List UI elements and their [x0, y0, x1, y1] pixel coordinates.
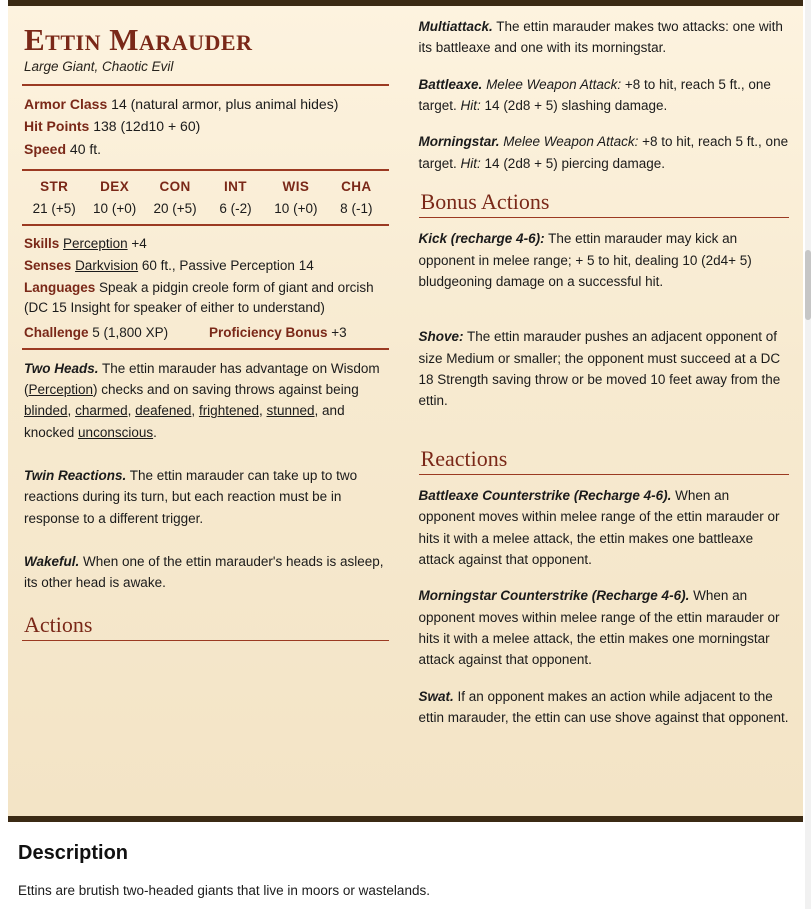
- action-morningstar-name: Morningstar.: [418, 134, 500, 150]
- bonus-action-shove-name: Shove:: [418, 329, 464, 345]
- ability-int-value: [205, 201, 265, 216]
- skills-value: +4: [131, 235, 147, 251]
- ability-cha: [326, 179, 386, 216]
- condition-unconscious-link[interactable]: unconscious: [78, 424, 154, 440]
- trait-wakeful-text: When one of the ettin marauder's heads is asleep, its other head is awake.: [24, 553, 384, 591]
- ability-cha-score: 8: [340, 200, 348, 216]
- trait-wakeful-name: Wakeful.: [24, 553, 80, 569]
- page-title: Ettin Marauder: [24, 22, 253, 57]
- action-multiattack: [419, 16, 789, 59]
- proficiency-cell: [209, 325, 347, 340]
- skill-perception-link[interactable]: Perception: [63, 235, 128, 251]
- proficiency-bonus-label: Proficiency Bonus: [209, 324, 328, 340]
- ability-wis-value: [266, 201, 326, 216]
- reaction-morningstar-counterstrike-name: Morningstar Counterstrike (Recharge 4-6).: [418, 588, 690, 604]
- divider-actions: [22, 640, 389, 641]
- bonus-action-shove: [419, 326, 789, 411]
- stat-block: [8, 0, 803, 822]
- page-scrollbar-track[interactable]: [805, 0, 811, 909]
- divider-reactions: [419, 474, 789, 475]
- reaction-battleaxe-counterstrike-name: Battleaxe Counterstrike (Recharge 4-6).: [418, 488, 672, 504]
- condition-charmed-link[interactable]: charmed: [75, 403, 128, 419]
- bonus-action-kick-text: The ettin marauder may kick an opponent in melee range; + 5 to hit, dealing 10 (2d4+ 5) bludgeoning damage on a successful hit.: [418, 231, 752, 290]
- trait-two-heads: Two Heads. The ettin marauder has advantage on Wisdom (Perception) checks and on saving throws against being blinded, charmed, deafened, frightened, stunned, and knocked unconscious.: [24, 360, 380, 440]
- armor-class-label: Armor Class: [24, 95, 108, 112]
- ability-wis-mod: (+0): [293, 200, 318, 216]
- senses-label: Senses: [24, 257, 72, 273]
- trait-two-heads-text-d: .: [153, 424, 157, 440]
- ability-con-score: 20: [153, 200, 169, 216]
- hit-points-line: [24, 116, 389, 138]
- ability-dex: [84, 179, 144, 216]
- trait-twin-reactions-text: The ettin marauder can take up to two reactions during its turn, but each reaction must be in response to a different trigger.: [24, 467, 358, 526]
- action-battleaxe-name: Battleaxe.: [418, 76, 483, 92]
- ability-int-label: INT: [224, 178, 247, 194]
- hit-points-label: Hit Points: [24, 118, 90, 135]
- reaction-battleaxe-counterstrike-text: When an opponent moves within melee range of the ettin marauder or hits it with a melee attack, the ettin makes one battleaxe attack against that opponent.: [418, 488, 780, 568]
- action-multiattack-text: The ettin marauder makes two attacks: one with its battleaxe and one with its morningstar.: [418, 19, 783, 56]
- proficiency-bonus-value: +3: [331, 324, 347, 340]
- divider-top: [22, 84, 389, 86]
- ability-con-mod: (+5): [172, 200, 197, 216]
- challenge-cell: [24, 325, 209, 340]
- ability-dex-label: DEX: [100, 178, 130, 194]
- condition-frightened-link[interactable]: frightened: [198, 403, 259, 419]
- ability-cha-label: CHA: [341, 178, 372, 194]
- skills-label: Skills: [24, 235, 60, 251]
- ability-dex-score: 10: [93, 200, 109, 216]
- trait-two-heads-name: Two Heads.: [24, 360, 99, 376]
- trait-two-heads-text-a: The ettin marauder has advantage on Wisdom (: [24, 360, 380, 397]
- speed-label: Speed: [24, 140, 67, 157]
- action-morningstar: [419, 131, 789, 174]
- ability-wis: [266, 179, 326, 216]
- armor-class-line: [24, 94, 389, 116]
- divider-traits-top: [22, 348, 389, 350]
- perception-link[interactable]: Perception: [28, 381, 94, 397]
- reaction-morningstar-counterstrike: [419, 585, 789, 670]
- languages-value: Speak a pidgin creole form of giant and orcish (DC 15 Insight for speaker of either to understand): [24, 280, 374, 316]
- action-battleaxe-attack-text: +8 to hit, reach 5 ft., one target.: [418, 76, 771, 113]
- trait-two-heads-text-c: , and knocked: [24, 403, 345, 440]
- languages-line: [24, 278, 389, 319]
- ability-score-table: [24, 179, 387, 216]
- ability-con-value: [145, 201, 205, 216]
- creature-type-line: Large Giant, Chaotic Evil: [24, 58, 174, 74]
- action-battleaxe-hit-label: Hit:: [460, 97, 481, 113]
- reaction-swat: [419, 686, 789, 729]
- ability-dex-value: [84, 201, 144, 216]
- ability-dex-mod: (+0): [111, 200, 137, 216]
- trait-twin-reactions-name: Twin Reactions.: [24, 467, 127, 483]
- condition-deafened-link[interactable]: deafened: [135, 403, 192, 419]
- ability-str-score: 21: [32, 200, 48, 216]
- challenge-label: Challenge: [24, 324, 89, 340]
- reaction-swat-text: If an opponent makes an action while adjacent to the ettin marauder, the ettin can use shove against that opponent.: [418, 688, 789, 725]
- ability-str-label: STR: [40, 178, 69, 194]
- speed-line: [24, 139, 389, 161]
- ability-int-mod: (-2): [230, 200, 252, 216]
- ability-cha-mod: (-1): [351, 200, 373, 216]
- stat-block-right-column: [419, 16, 789, 806]
- senses-value: 60 ft., Passive Perception 14: [141, 257, 314, 273]
- action-multiattack-name: Multiattack.: [418, 19, 493, 34]
- skills-line: [24, 234, 389, 254]
- trait-wakeful: [24, 551, 389, 594]
- description-section: [0, 822, 811, 898]
- trait-two-heads-text-b: ) checks and on saving throws against being: [93, 381, 359, 397]
- ability-int-score: 6: [219, 200, 227, 216]
- challenge-value: 5 (1,800 XP): [92, 324, 169, 340]
- action-battleaxe: [419, 74, 789, 117]
- reaction-swat-name: Swat.: [418, 688, 454, 704]
- darkvision-link[interactable]: Darkvision: [75, 257, 139, 273]
- description-heading: Description: [18, 842, 129, 864]
- ability-con-label: CON: [159, 178, 191, 194]
- action-battleaxe-attack-label: Melee Weapon Attack:: [482, 76, 622, 92]
- reaction-morningstar-counterstrike-text: When an opponent moves within melee range of the ettin marauder or hits it with a melee attack, the ettin makes one morningstar attack against that opponent.: [418, 588, 780, 668]
- section-heading-bonus-actions: Bonus Actions: [420, 188, 550, 214]
- condition-stunned-link[interactable]: stunned: [266, 403, 315, 419]
- senses-line: [24, 256, 389, 276]
- action-morningstar-hit-text: 14 (2d8 + 5) piercing damage.: [480, 155, 666, 171]
- action-morningstar-attack-text: +8 to hit, reach 5 ft., one target.: [418, 134, 789, 171]
- action-morningstar-hit-label: Hit:: [460, 155, 481, 171]
- ability-con: [145, 179, 205, 216]
- ability-cha-value: [326, 201, 386, 216]
- section-heading-reactions: Reactions: [420, 445, 508, 471]
- bonus-action-kick: [419, 228, 789, 292]
- action-morningstar-attack-label: Melee Weapon Attack:: [499, 134, 639, 150]
- ability-str: [24, 179, 84, 216]
- action-battleaxe-hit-text: 14 (2d8 + 5) slashing damage.: [480, 97, 668, 113]
- ability-str-mod: (+5): [51, 200, 76, 216]
- bonus-action-kick-name: Kick (recharge 4-6):: [418, 231, 545, 247]
- armor-class-value: 14 (natural armor, plus animal hides): [111, 95, 339, 112]
- stat-block-left-column: [22, 16, 393, 806]
- description-text: Ettins are brutish two-headed giants that live in moors or wastelands.: [18, 883, 430, 898]
- divider-abilities-bottom: [22, 224, 389, 226]
- stat-block-columns: [22, 16, 789, 806]
- speed-value: 40 ft.: [69, 140, 102, 157]
- section-heading-actions: Actions: [24, 611, 93, 637]
- bonus-action-shove-text: The ettin marauder pushes an adjacent opponent of size Medium or smaller; the opponent must succeed at a DC 18 Strength saving throw or be moved 10 feet away from the ettin.: [418, 329, 781, 409]
- divider-abilities-top: [22, 169, 389, 171]
- ability-str-value: [24, 201, 84, 216]
- reaction-battleaxe-counterstrike: [419, 485, 789, 570]
- trait-twin-reactions: [24, 465, 389, 529]
- condition-blinded-link[interactable]: blinded: [24, 403, 68, 419]
- page-scrollbar-thumb[interactable]: [805, 250, 811, 320]
- ability-wis-label: WIS: [282, 178, 310, 194]
- divider-bonus-actions: [419, 217, 789, 218]
- challenge-row: [24, 325, 389, 340]
- languages-label: Languages: [24, 280, 96, 296]
- ability-wis-score: 10: [274, 200, 290, 216]
- ability-int: [205, 179, 265, 216]
- hit-points-value: 138 (12d10 + 60): [93, 118, 201, 135]
